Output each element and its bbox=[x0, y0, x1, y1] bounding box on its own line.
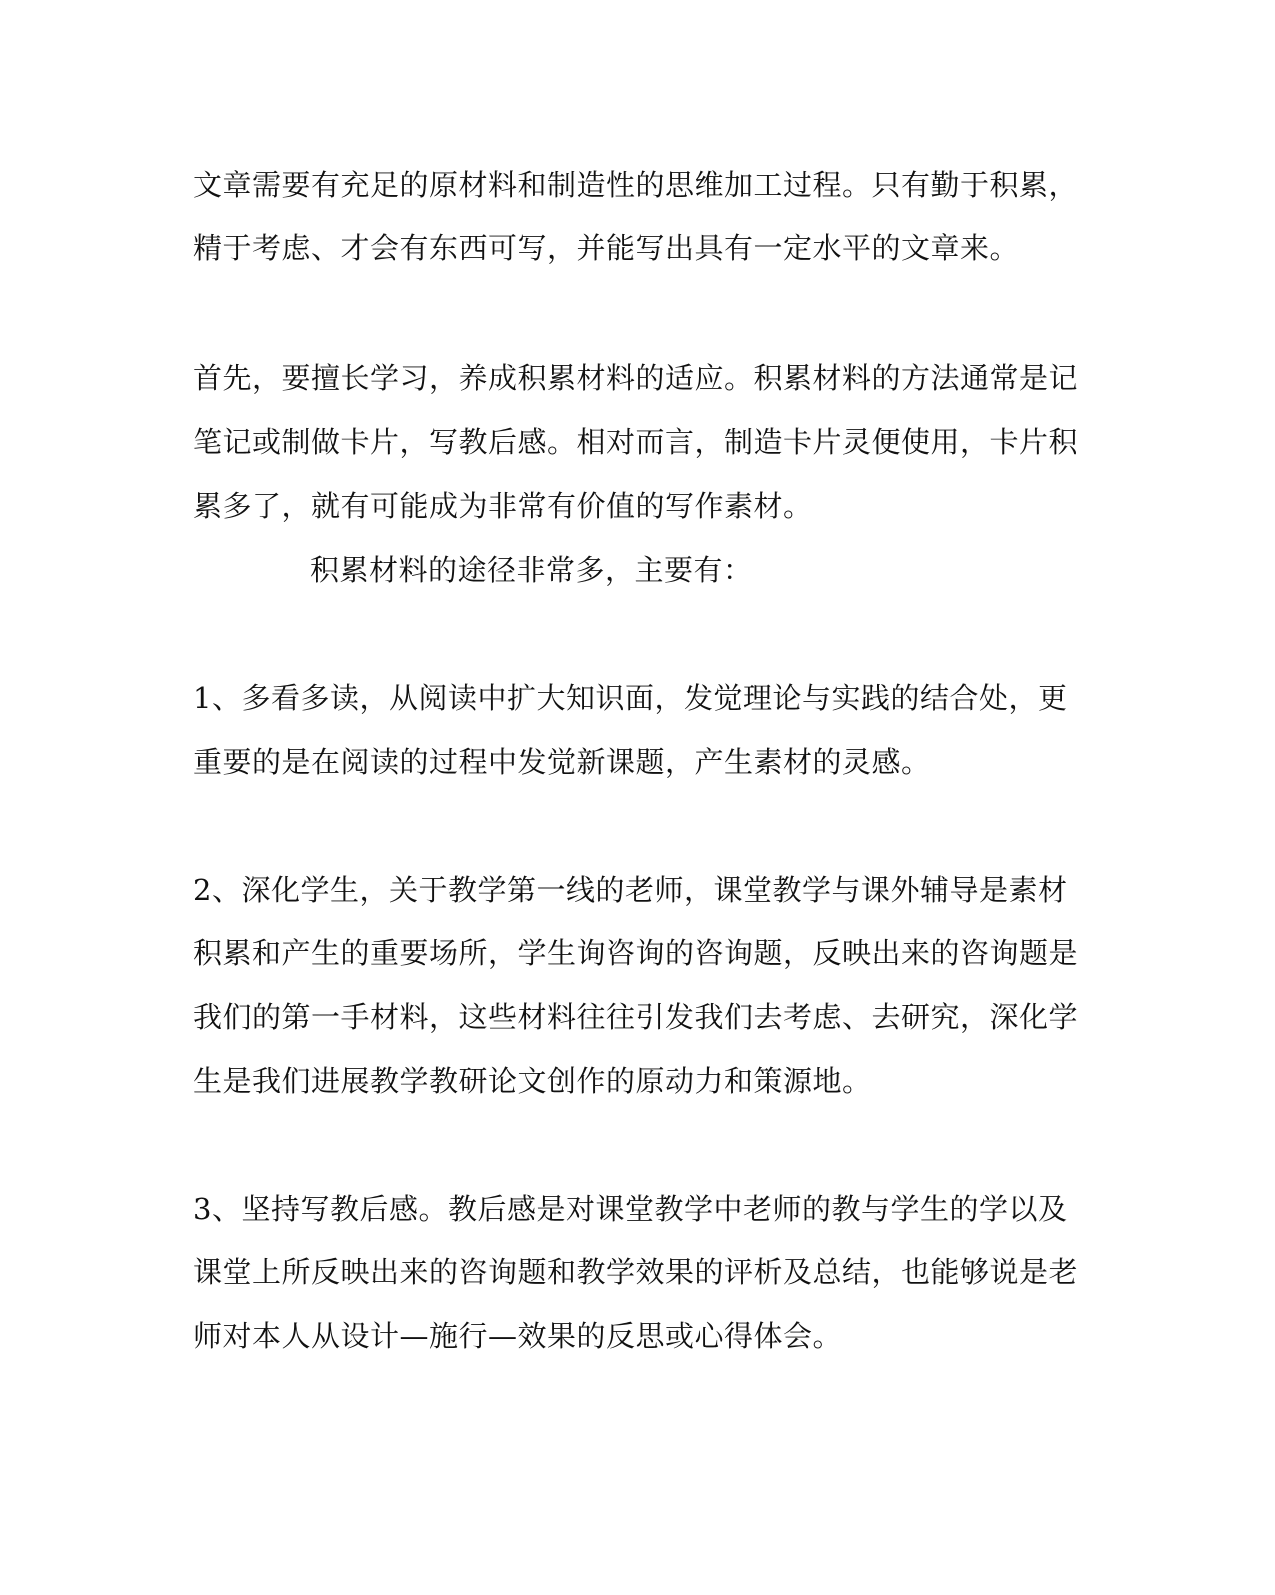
paragraph-6-line-2: 课堂上所反映出来的咨询题和教学效果的评析及总结，也能够说是老 bbox=[193, 1255, 1079, 1289]
paragraph-4-line-2: 重要的是在阅读的过程中发觉新课题，产生素材的灵感。 bbox=[193, 745, 931, 779]
paragraph-5-line-3: 我们的第一手材料，这些材料往往引发我们去考虑、去研究，深化学 bbox=[193, 1000, 1079, 1034]
paragraph-2-line-3: 累多了，就有可能成为非常有价值的写作素材。 bbox=[193, 489, 813, 523]
paragraph-1-line-1: 文章需要有充足的原材料和制造性的思维加工过程。只有勤于积累， bbox=[193, 168, 1079, 202]
paragraph-2-line-2: 笔记或制做卡片，写教后感。相对而言，制造卡片灵便使用，卡片积 bbox=[193, 425, 1079, 459]
paragraph-5-line-2: 积累和产生的重要场所，学生询咨询的咨询题，反映出来的咨询题是 bbox=[193, 936, 1079, 970]
paragraph-4-line-1: 1、多看多读，从阅读中扩大知识面，发觉理论与实践的结合处，更 bbox=[193, 681, 1068, 715]
paragraph-2-line-1: 首先，要擅长学习，养成积累材料的适应。积累材料的方法通常是记 bbox=[193, 361, 1079, 395]
paragraph-1-line-2: 精于考虑、才会有东西可写，并能写出具有一定水平的文章来。 bbox=[193, 231, 1020, 265]
paragraph-5-line-1: 2、深化学生，关于教学第一线的老师，课堂教学与课外辅导是素材 bbox=[193, 873, 1068, 907]
paragraph-6-line-3: 师对本人从设计—施行—效果的反思或心得体会。 bbox=[193, 1319, 843, 1353]
paragraph-3-line-1: 积累材料的途径非常多，主要有： bbox=[310, 553, 753, 587]
paragraph-6-line-1: 3、坚持写教后感。教后感是对课堂教学中老师的教与学生的学以及 bbox=[193, 1192, 1068, 1226]
paragraph-5-line-4: 生是我们进展教学教研论文创作的原动力和策源地。 bbox=[193, 1064, 872, 1098]
